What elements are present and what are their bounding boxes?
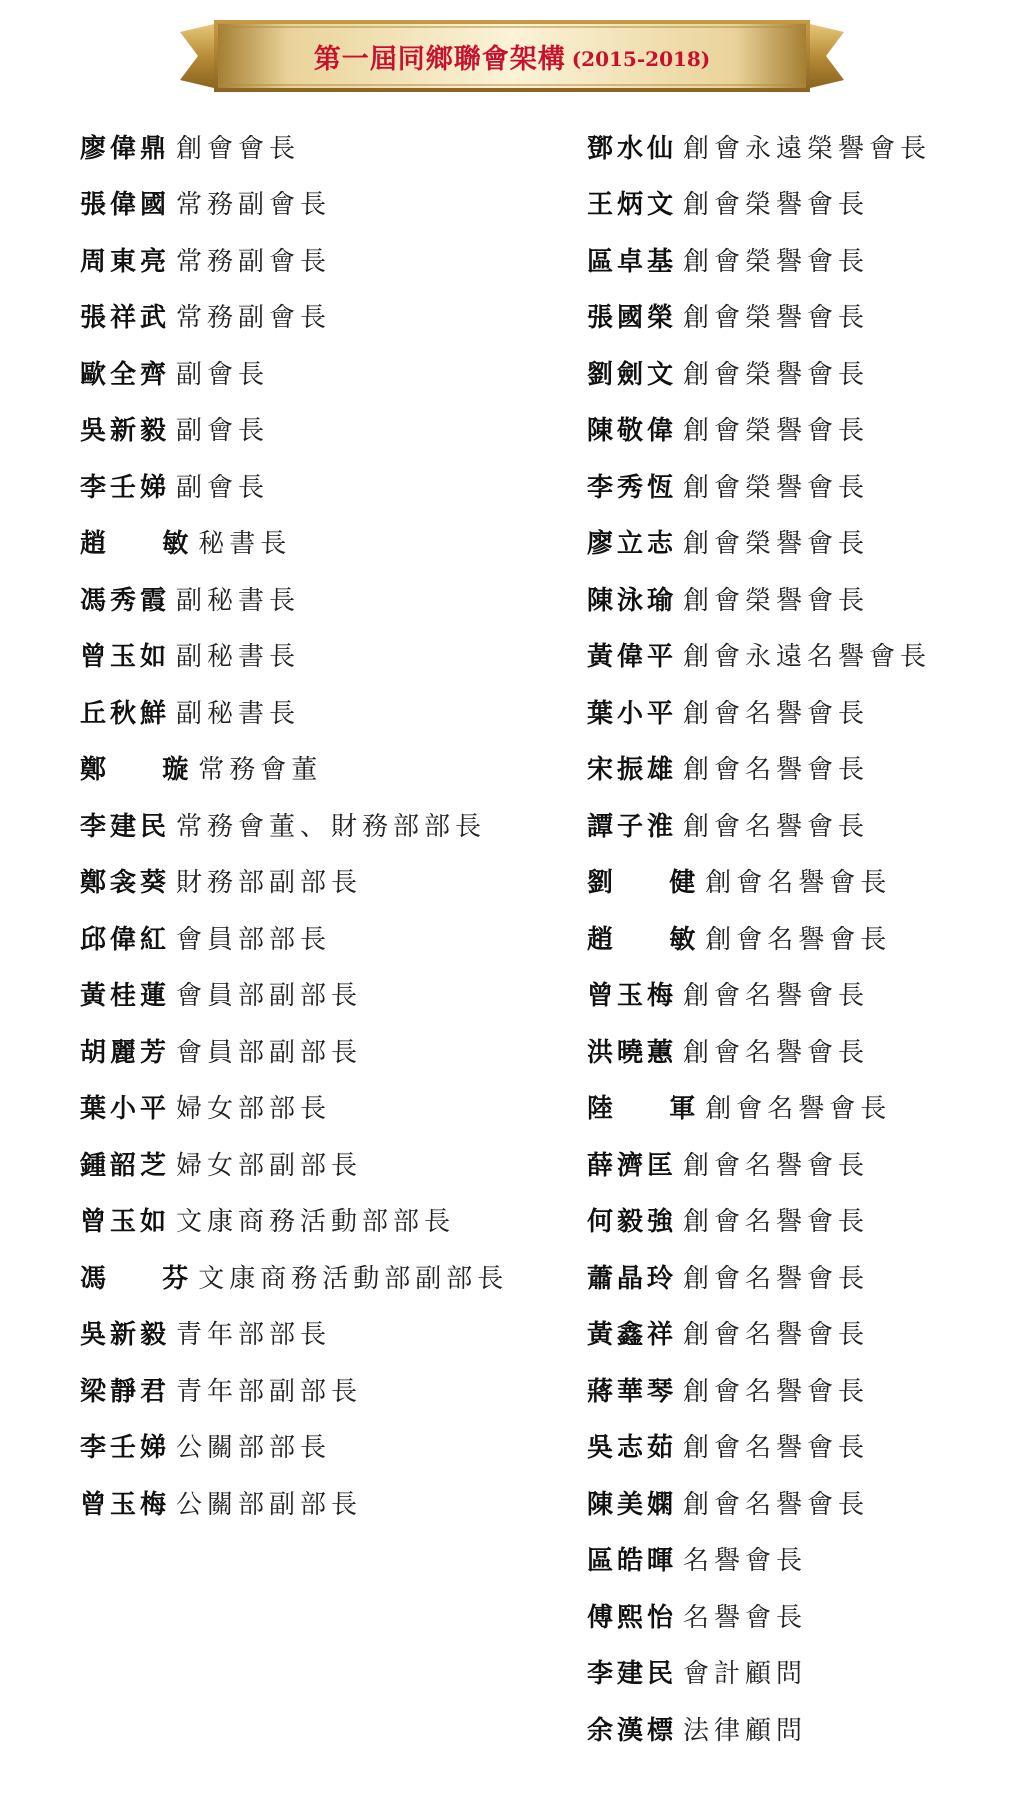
member-position: 常務副會長: [176, 190, 332, 221]
member-name: 胡麗芳: [80, 1037, 171, 1068]
roster-entry: [80, 909, 560, 966]
member-name: 蕭晶玲: [587, 1263, 678, 1294]
member-position: 副會長: [176, 416, 270, 447]
member-position: 常務副會長: [176, 246, 332, 277]
member-position: 創會名譽會長: [683, 755, 870, 786]
member-position: 副秘書長: [176, 642, 301, 673]
roster-entry: [587, 1587, 1007, 1644]
member-name: 周東亮: [80, 246, 171, 277]
member-position: 創會榮譽會長: [683, 472, 870, 503]
member-position: 創會名譽會長: [683, 1037, 870, 1068]
member-name: 李建民: [587, 1659, 678, 1690]
roster-entry: [80, 401, 560, 458]
member-name: 葉小平: [80, 1094, 171, 1125]
roster-entry: [80, 796, 560, 853]
roster-entry: [587, 1135, 1007, 1192]
member-name: 馮 芬: [80, 1263, 193, 1294]
member-name: 趙 敏: [587, 924, 700, 955]
member-name: 余漢標: [587, 1715, 678, 1746]
member-position: 常務會董、財務部部長: [176, 811, 487, 842]
member-position: 創會榮譽會長: [683, 190, 870, 221]
roster-entry: [587, 1022, 1007, 1079]
roster-entry: [587, 457, 1007, 514]
member-name: 薛濟匡: [587, 1150, 678, 1181]
member-name: 黃偉平: [587, 642, 678, 673]
member-name: 區皓暉: [587, 1546, 678, 1577]
member-name: 吳新毅: [80, 1320, 171, 1351]
member-position: 副會長: [176, 359, 270, 390]
roster-entry: [587, 1700, 1007, 1757]
roster-entry: [80, 1474, 560, 1531]
roster-entry: [587, 570, 1007, 627]
roster-entry: [80, 1192, 560, 1249]
roster-entry: [587, 1531, 1007, 1588]
member-name: 蔣華琴: [587, 1376, 678, 1407]
roster-entry: [587, 401, 1007, 458]
member-name: 陳美嫻: [587, 1489, 678, 1520]
member-name: 陳泳瑜: [587, 585, 678, 616]
roster-entry: [587, 1248, 1007, 1305]
roster-entry: [587, 1418, 1007, 1475]
member-name: 丘秋鮮: [80, 698, 171, 729]
roster-entry: [587, 1079, 1007, 1136]
member-position: 副會長: [176, 472, 270, 503]
member-position: 創會名譽會長: [683, 1489, 870, 1520]
roster-entry: [587, 118, 1007, 175]
roster-entry: [587, 1361, 1007, 1418]
member-position: 創會名譽會長: [705, 868, 892, 899]
member-position: 創會名譽會長: [683, 1263, 870, 1294]
roster-entry: [80, 1418, 560, 1475]
roster-entry: [80, 1248, 560, 1305]
title-banner: [180, 18, 844, 94]
roster-entry: [80, 514, 560, 571]
banner-title: [224, 18, 800, 94]
member-name: 鄭衾葵: [80, 868, 171, 899]
member-position: 會員部副部長: [176, 1037, 363, 1068]
member-name: 黃桂蓮: [80, 981, 171, 1012]
roster-entry: [80, 683, 560, 740]
member-position: 創會名譽會長: [683, 1207, 870, 1238]
member-name: 曾玉梅: [80, 1489, 171, 1520]
member-position: 法律顧問: [683, 1715, 808, 1746]
member-position: 財務部副部長: [176, 868, 363, 899]
member-position: 創會榮譽會長: [683, 585, 870, 616]
roster-entry: [80, 118, 560, 175]
member-name: 吳志茹: [587, 1433, 678, 1464]
roster-entry: [80, 1079, 560, 1136]
member-name: 邱偉紅: [80, 924, 171, 955]
roster-entry: [80, 1022, 560, 1079]
member-name: 鍾韶芝: [80, 1150, 171, 1181]
member-position: 創會名譽會長: [705, 924, 892, 955]
member-position: 創會名譽會長: [683, 698, 870, 729]
roster-entry: [587, 1192, 1007, 1249]
member-name: 趙 敏: [80, 529, 193, 560]
roster-entry: [587, 1305, 1007, 1362]
member-name: 張偉國: [80, 190, 171, 221]
member-position: 會員部部長: [176, 924, 332, 955]
roster-entry: [80, 344, 560, 401]
member-name: 曾玉梅: [587, 981, 678, 1012]
left-roster-column: [80, 118, 560, 1531]
member-name: 葉小平: [587, 698, 678, 729]
member-position: 公關部副部長: [176, 1489, 363, 1520]
member-name: 陳敬偉: [587, 416, 678, 447]
roster-entry: [587, 740, 1007, 797]
right-roster-column: [587, 118, 1007, 1757]
member-position: 秘書長: [198, 529, 292, 560]
member-name: 馮秀霞: [80, 585, 171, 616]
member-name: 區卓基: [587, 246, 678, 277]
member-name: 鄭 璇: [80, 755, 193, 786]
member-position: 創會名譽會長: [683, 1376, 870, 1407]
member-name: 曾玉如: [80, 642, 171, 673]
roster-entry: [587, 1644, 1007, 1701]
member-name: 吳新毅: [80, 416, 171, 447]
member-name: 歐全齊: [80, 359, 171, 390]
member-position: 文康商務活動部副部長: [198, 1263, 509, 1294]
member-name: 王炳文: [587, 190, 678, 221]
banner-right-tail: [810, 24, 844, 88]
roster-entry: [80, 853, 560, 910]
page-title: 第一屆同鄉聯會架構: [313, 43, 566, 75]
member-name: 洪曉蕙: [587, 1037, 678, 1068]
member-position: 副秘書長: [176, 698, 301, 729]
member-position: 創會榮譽會長: [683, 359, 870, 390]
member-name: 李秀恆: [587, 472, 678, 503]
member-position: 會計顧問: [683, 1659, 808, 1690]
roster-entry: [587, 966, 1007, 1023]
roster-entry: [587, 796, 1007, 853]
member-name: 譚子淮: [587, 811, 678, 842]
member-name: 陸 軍: [587, 1094, 700, 1125]
member-name: 張國榮: [587, 303, 678, 334]
member-position: 婦女部部長: [176, 1094, 332, 1125]
roster-entry: [587, 344, 1007, 401]
roster-entry: [80, 570, 560, 627]
member-position: 公關部部長: [176, 1433, 332, 1464]
roster-entry: [80, 1305, 560, 1362]
term-years: (2015-2018): [571, 47, 711, 71]
member-position: 創會榮譽會長: [683, 529, 870, 560]
member-name: 李建民: [80, 811, 171, 842]
member-position: 會員部副部長: [176, 981, 363, 1012]
member-position: 創會會長: [176, 133, 301, 164]
member-position: 創會榮譽會長: [683, 246, 870, 277]
member-position: 創會榮譽會長: [683, 303, 870, 334]
member-name: 曾玉如: [80, 1207, 171, 1238]
member-name: 何毅強: [587, 1207, 678, 1238]
roster-entry: [587, 683, 1007, 740]
member-name: 黃鑫祥: [587, 1320, 678, 1351]
roster-entry: [80, 231, 560, 288]
member-position: 青年部部長: [176, 1320, 332, 1351]
member-name: 李壬娣: [80, 472, 171, 503]
member-position: 常務副會長: [176, 303, 332, 334]
roster-entry: [587, 1474, 1007, 1531]
member-position: 創會名譽會長: [683, 1150, 870, 1181]
roster-entry: [587, 175, 1007, 232]
member-position: 創會名譽會長: [683, 1320, 870, 1351]
member-position: 青年部副部長: [176, 1376, 363, 1407]
member-name: 宋振雄: [587, 755, 678, 786]
roster-entry: [80, 740, 560, 797]
member-position: 常務會董: [198, 755, 323, 786]
roster-entry: [80, 457, 560, 514]
roster-entry: [80, 288, 560, 345]
roster-entry: [80, 627, 560, 684]
member-position: 婦女部副部長: [176, 1150, 363, 1181]
member-position: 副秘書長: [176, 585, 301, 616]
member-name: 張祥武: [80, 303, 171, 334]
member-position: 創會名譽會長: [683, 1433, 870, 1464]
member-position: 創會永遠榮譽會長: [683, 133, 932, 164]
member-position: 創會名譽會長: [705, 1094, 892, 1125]
member-name: 傅熙怡: [587, 1602, 678, 1633]
member-position: 創會永遠名譽會長: [683, 642, 932, 673]
roster-entry: [587, 514, 1007, 571]
roster-entry: [587, 627, 1007, 684]
member-name: 李壬娣: [80, 1433, 171, 1464]
member-name: 鄧水仙: [587, 133, 678, 164]
member-name: 劉 健: [587, 868, 700, 899]
roster-entry: [80, 175, 560, 232]
roster-entry: [80, 1361, 560, 1418]
member-name: 梁靜君: [80, 1376, 171, 1407]
member-position: 創會榮譽會長: [683, 416, 870, 447]
member-name: 劉劍文: [587, 359, 678, 390]
member-position: 文康商務活動部部長: [176, 1207, 456, 1238]
roster-entry: [587, 288, 1007, 345]
member-name: 廖偉鼎: [80, 133, 171, 164]
member-position: 創會名譽會長: [683, 811, 870, 842]
banner-left-tail: [180, 24, 214, 88]
member-name: 廖立志: [587, 529, 678, 560]
member-position: 創會名譽會長: [683, 981, 870, 1012]
roster-entry: [587, 853, 1007, 910]
member-position: 名譽會長: [683, 1546, 808, 1577]
roster-entry: [80, 966, 560, 1023]
member-position: 名譽會長: [683, 1602, 808, 1633]
roster-entry: [587, 909, 1007, 966]
roster-entry: [80, 1135, 560, 1192]
roster-entry: [587, 231, 1007, 288]
